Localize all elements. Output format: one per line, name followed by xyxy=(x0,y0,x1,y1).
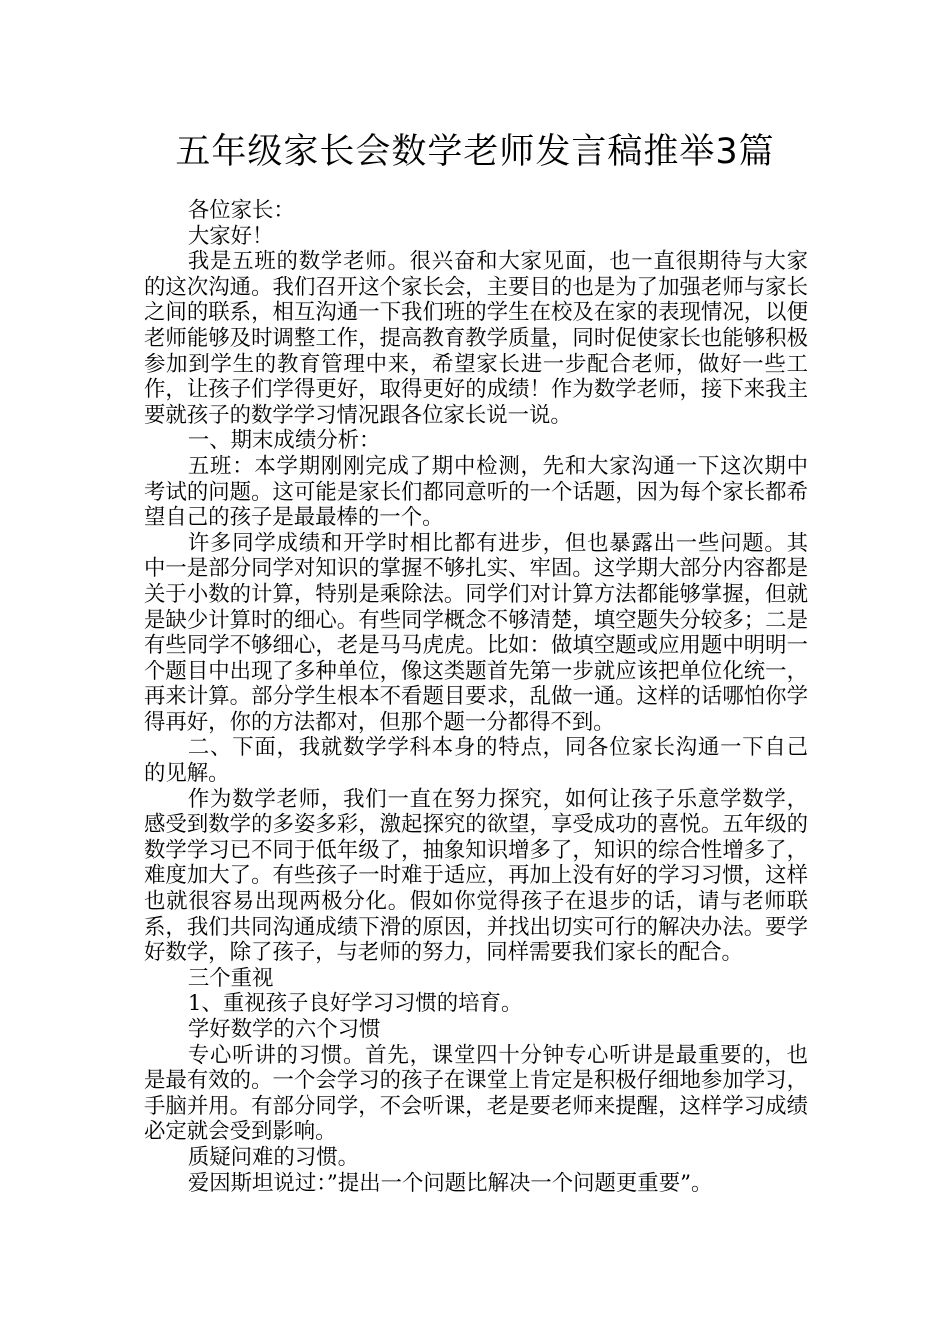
section-heading-2: 二、下面，我就数学学科本身的特点，同各位家长沟通一下自己的见解。 xyxy=(144,735,808,787)
paragraph-exam: 五班：本学期刚刚完成了期中检测，先和大家沟通一下这次期中考试的问题。这可能是家长们都同意听的一个话题，因为每个家长都希望自己的孩子是最最棒的一个。 xyxy=(144,453,808,531)
heading-questioning-habit: 质疑问难的习惯。 xyxy=(187,1144,359,1170)
document-body xyxy=(144,198,808,1196)
paragraph-greeting: 各位家长： xyxy=(187,198,295,223)
paragraph-einstein-quote: 爱因斯坦说过：”提出一个问题比解决一个问题更重要”。 xyxy=(187,1170,713,1196)
section-heading-1: 一、期末成绩分析： xyxy=(187,428,381,454)
heading-six-habits: 学好数学的六个习惯 xyxy=(187,1017,381,1042)
heading-three-emphases: 三个重视 xyxy=(187,965,274,991)
paragraph-introduction: 我是五班的数学老师。很兴奋和大家见面，也一直很期待与大家的这次沟通。我们召开这个家长会，主要目的也是为了加强老师与家长之间的联系，相互沟通一下我们班的学生在校及在家的表现情况，以便老师能够及时调整工作，提高教育教学质量，同时促使家长也能够积极参加到学生的教育管理中来，希望家长进一步配合老师，做好一些工作，让孩子们学得更好，取得更好的成绩！作为数学老师，接下来我主要就孩子的数学学习情况跟各位家长说一说。 xyxy=(144,249,808,428)
heading-emphasis-1: 1、重视孩子良好学习习惯的培育。 xyxy=(187,991,523,1017)
document-title: 五年级家长会数学老师发言稿推举3篇 xyxy=(175,132,775,172)
paragraph-problems: 许多同学成绩和开学时相比都有进步，但也暴露出一些问题。其中一是部分同学对知识的掌握不够扎实、牢固。这学期大部分内容都是关于小数的计算，特别是乘除法。同学们对计算方法都能够掌握，但就是缺少计算时的细心。有些同学概念不够清楚，填空题失分较多；二是有些同学不够细心，老是马马虎虎。比如：做填空题或应用题中明明一个题目中出现了多种单位，像这类题首先第一步就应该把单位化统一，再来计算。部分学生根本不看题目要求，乱做一通。这样的话哪怕你学得再好，你的方法都对，但那个题一分都得不到。 xyxy=(144,530,808,735)
paragraph-teaching: 作为数学老师，我们一直在努力探究，如何让孩子乐意学数学，感受到数学的多姿多彩，激起探究的欲望，享受成功的喜悦。五年级的数学学习已不同于低年级了，抽象知识增多了，知识的综合性增多了，难度加大了。有些孩子一时难于适应，再加上没有好的学习习惯，这样也就很容易出现两极分化。假如你觉得孩子在退步的话，请与老师联系，我们共同沟通成绩下滑的原因，并找出切实可行的解决办法。要学好数学，除了孩子，与老师的努力，同样需要我们家长的配合。 xyxy=(144,786,808,966)
paragraph-listening-habit: 专心听讲的习惯。首先，课堂四十分钟专心听讲是最重要的，也是最有效的。一个会学习的孩子在课堂上肯定是积极仔细地参加学习，手脑并用。有部分同学，不会听课，老是要老师来提醒，这样学习成绩必定就会受到影响。 xyxy=(144,1042,808,1145)
paragraph-hello: 大家好！ xyxy=(187,223,274,249)
